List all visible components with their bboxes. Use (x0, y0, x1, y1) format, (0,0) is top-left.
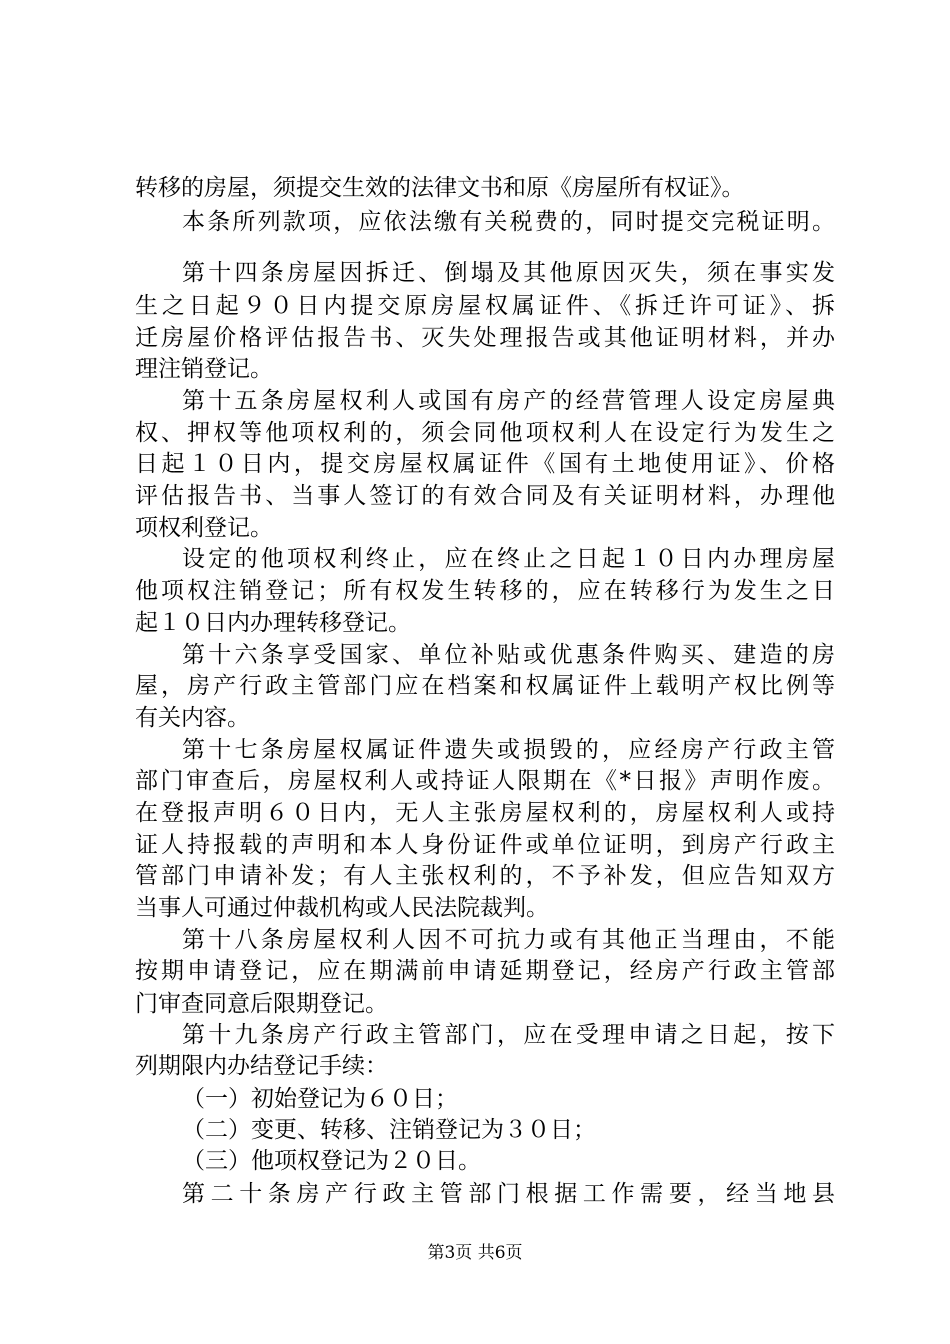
text-line-16: 屋，房产行政主管部门应在档案和权属证件上载明产权比例等 (135, 673, 835, 699)
text-line-29: （一）初始登记为６０日； (182, 1086, 458, 1112)
text-line-27: 第十九条房产行政主管部门，应在受理申请之日起，按下 (182, 1022, 835, 1048)
text-line-25: 按期申请登记，应在期满前申请延期登记，经房产行政主管部 (135, 958, 835, 984)
text-line-31: （三）他项权登记为２０日。 (182, 1148, 481, 1174)
text-line-8: 权、押权等他项权利的，须会同他项权利人在设定行为发生之 (135, 420, 835, 446)
text-line-12: 设定的他项权利终止，应在终止之日起１０日内办理房屋 (182, 546, 835, 572)
text-line-24: 第十八条房屋权利人因不可抗力或有其他正当理由，不能 (182, 927, 835, 953)
text-line-10: 评估报告书、当事人签订的有效合同及有关证明材料，办理他 (135, 483, 835, 509)
text-line-21: 证人持报载的声明和本人身份证件或单位证明，到房产行政主 (135, 832, 835, 858)
text-line-1: 转移的房屋，须提交生效的法律文书和原《房屋所有权证》。 (135, 175, 745, 201)
text-line-22: 管部门申请补发；有人主张权利的，不予补发，但应告知双方 (135, 863, 835, 889)
text-line-30: （二）变更、转移、注销登记为３０日； (182, 1117, 596, 1143)
text-line-7: 第十五条房屋权利人或国有房产的经营管理人设定房屋典 (182, 388, 835, 414)
text-line-32: 第二十条房产行政主管部门根据工作需要，经当地县 (182, 1181, 835, 1207)
text-line-9: 日起１０日内，提交房屋权属证件《国有土地使用证》、价格 (135, 451, 835, 477)
text-line-3: 第十四条房屋因拆迁、倒塌及其他原因灭失，须在事实发 (182, 260, 835, 286)
text-line-14: 起１０日内办理转移登记。 (135, 610, 411, 636)
text-line-17: 有关内容。 (135, 705, 250, 731)
text-line-2: 本条所列款项，应依法缴有关税费的，同时提交完税证明。 (182, 209, 835, 235)
text-line-28: 列期限内办结登记手续： (135, 1053, 388, 1079)
text-line-5: 迁房屋价格评估报告书、灭失处理报告或其他证明材料，并办 (135, 325, 835, 351)
text-line-13: 他项权注销登记；所有权发生转移的，应在转移行为发生之日 (135, 578, 835, 604)
text-line-6: 理注销登记。 (135, 356, 273, 382)
page-footer: 第3页 共6页 (427, 1243, 523, 1263)
text-line-19: 部门审查后，房屋权利人或持证人限期在《*日报》声明作废。 (135, 768, 835, 794)
text-line-4: 生之日起９０日内提交原房屋权属证件、《拆迁许可证》、拆 (135, 293, 835, 319)
text-line-23: 当事人可通过仲裁机构或人民法院裁判。 (135, 895, 549, 921)
text-line-15: 第十六条享受国家、单位补贴或优惠条件购买、建造的房 (182, 642, 835, 668)
text-line-18: 第十七条房屋权属证件遗失或损毁的，应经房产行政主管 (182, 737, 835, 763)
text-line-11: 项权利登记。 (135, 515, 273, 541)
text-line-20: 在登报声明６０日内，无人主张房屋权利的，房屋权利人或持 (135, 800, 835, 826)
text-line-26: 门审查同意后限期登记。 (135, 991, 388, 1017)
